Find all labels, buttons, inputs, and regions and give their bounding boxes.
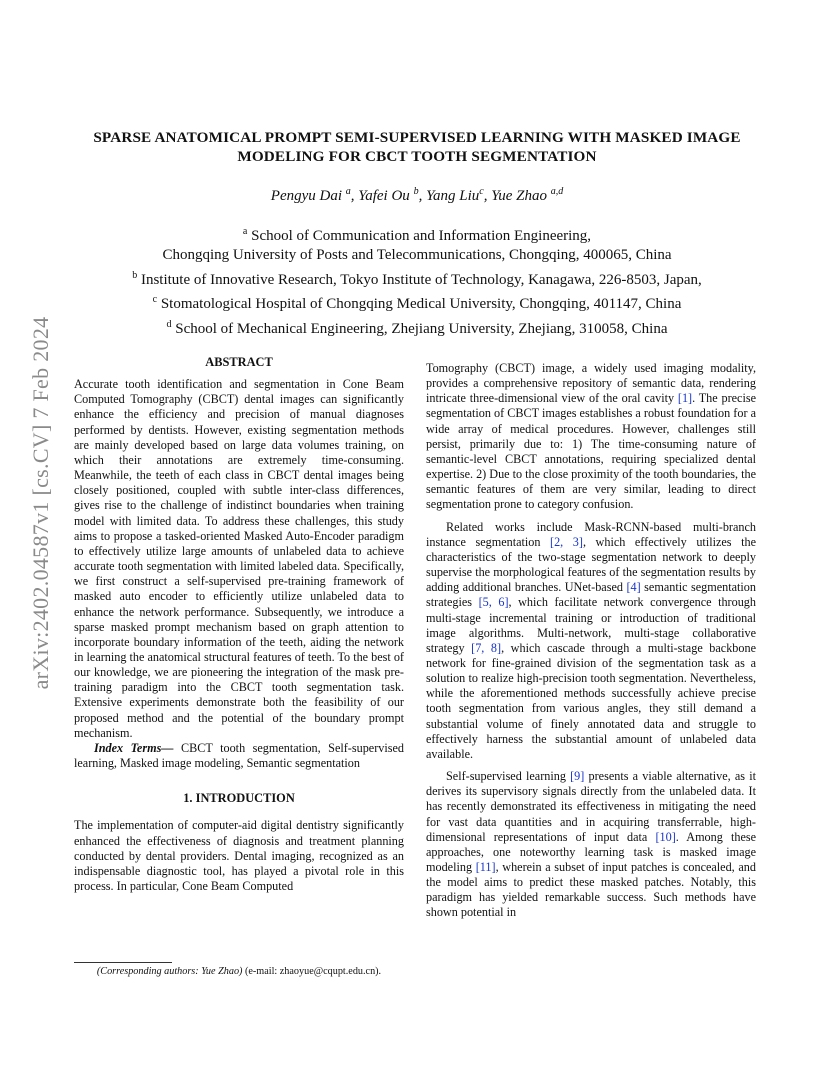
citation-link[interactable]: [1]: [677, 391, 693, 406]
right-column: [426, 361, 756, 921]
footnote-corresponding: (Corresponding authors: Yue Zhao): [96, 966, 243, 977]
title-line-2: MODELING FOR CBCT TOOTH SEGMENTATION: [237, 148, 597, 165]
index-terms-text: CBCT tooth segmentation, Self-supervised learning, Masked image modeling, Semantic segmentation: [74, 740, 404, 771]
paragraph-related-works: Related works include Mask-RCNN-based multi-branch instance segmentation [2, 3], which effectively utilizes the characteristics of the two-stage segmentation network to deeply supervise the morphological features of the segmentation results by adding additional branches. UNet-based [4] semantic segmentation strategies [5, 6], which facilitate network convergence through multi-stage incremental training or introduction of traditional image algorithms. Multi-network, multi-stage collaborative strategy [7, 8], which cascade through a multi-stage backbone network for fine-grained division of the segmentation task as a solution to realize high-precision tooth segmentation. Nevertheless, while the aforementioned methods successfully achieve precise tooth segmentation from various angles, they still demand a substantial volume of finely annotated data and struggle to effectively harness the substantial amount of unlabeled data available.: [426, 519, 756, 761]
title-line-1: SPARSE ANATOMICAL PROMPT SEMI-SUPERVISED LEARNING WITH MASKED IMAGE: [93, 129, 741, 146]
citation-link[interactable]: [11]: [475, 860, 496, 874]
left-column: [74, 355, 404, 894]
arxiv-identifier-margin: [16, 295, 53, 715]
citation-link[interactable]: [5, 6]: [478, 595, 509, 610]
author-list: Pengyu Dai $^a$, Yafei Ou $^b$, Yang Liu$^c$, Yue Zhao $^{a,d}$: [270, 186, 564, 204]
intro-heading: 1. INTRODUCTION: [183, 791, 295, 806]
affiliation-line: Chongqing University of Posts and Telecommunications, Chongqing, 400065, China: [162, 247, 672, 264]
paragraph-cbct-challenges: Tomography (CBCT) image, a widely used imaging modality, provides a comprehensive repository of semantic data, rendering intricate three-dimensional view of the oral cavity [1]. The precise segmentation of CBCT images establishes a robust foundation for a wide array of medical procedures. However, challenges still persist, primarily due to: 1) The time-consuming nature of semantic-level CBCT annotations, requiring specialized dental expertise. 2) Due to the close proximity of the tooth boundaries, the semantic features of them are very similar, leading to direct segmentation prone to category confusion.: [426, 361, 756, 512]
affiliation-list: [70, 222, 764, 339]
arxiv-identifier: arXiv:2402.04587v1 [cs.CV] 7 Feb 2024: [28, 316, 53, 690]
index-terms: [74, 741, 404, 771]
paragraph-self-supervised: Self-supervised learning [9] presents a viable alternative, as it derives its supervisory signals directly from the unlabeled data. It has recently demonstrated its effectiveness in mitigating the need for vast data quantities and in acquiring transferrable, high-dimensional representations of input data [10]. Among these approaches, one noteworthy learning task is masked image modeling [11], wherein a subset of input patches is concealed, and the model aims to predict these masked patches. Notably, this paradigm has yielded remarkable success. Such methods have shown potential in: [426, 769, 757, 920]
footnote-email: (e-mail: zhaoyue@cqupt.edu.cn).: [242, 966, 382, 977]
citation-link[interactable]: [4]: [626, 580, 641, 595]
citation-link[interactable]: [2, 3]: [550, 534, 583, 549]
affiliation-line: $^b$ Institute of Innovative Research, Tokyo Institute of Technology, Kanagawa, 226-8503, Japan,: [132, 269, 702, 288]
citation-link[interactable]: [10]: [655, 829, 676, 844]
affiliation-line: $^d$ School of Mechanical Engineering, Zhejiang University, Zhejiang, 310058, China: [166, 318, 668, 337]
index-terms-label: Index Terms—: [94, 740, 174, 755]
author: Yang Liu$^c$: [426, 186, 484, 204]
footnote: [74, 966, 404, 977]
paper-title: [70, 128, 764, 166]
abstract-text: Accurate tooth identification and segmentation in Cone Beam Computed Tomography (CBCT) dental images can significantly enhance the efficiency and precision of manual diagnoses performed by dentists. However, existing segmentation methods are mainly developed based on large data volumes training, on which their annotations are extremely time-consuming. Meanwhile, the teeth of each class in CBCT dental images being closely positioned, coupled with subtle inter-class differences, gives rise to the challenge of indistinct boundaries when training model with limited data. To address these challenges, this study aims to propose a tasked-oriented Masked Auto-Encoder paradigm to effectively utilize large amounts of unlabeled data to achieve accurate tooth segmentation with limited labeled data. Specifically, we first construct a self-supervised pre-training framework of masked auto encoder to efficiently utilize unlabeled data to enhance the network performance. Subsequently, we introduce a sparse masked prompt mechanism based on graph attention to incorporate boundary information of the teeth, aiding the network in learning the anatomical structural features of teeth. To the best of our knowledge, we are pioneering the integration of the mask pre-training paradigm into the CBCT tooth segmentation task. Extensive experiments demonstrate both the feasibility of our proposed method and the potential of the boundary prompt mechanism.: [74, 377, 404, 740]
affiliation-line: $^a$ School of Communication and Information Engineering,: [242, 226, 592, 244]
author: Pengyu Dai $^a$: [270, 186, 351, 204]
author: Yafei Ou $^b$: [358, 186, 419, 204]
intro-paragraph: The implementation of computer-aid digital dentistry significantly enhanced the effectiveness of diagnosis and treatment planning conducted by dental providers. Dental imaging, recognized as an indispensable diagnostic tool, has played a pivotal role in this process. In particular, Cone Beam Computed: [74, 818, 404, 893]
citation-link[interactable]: [7, 8]: [471, 640, 502, 655]
affiliation-line: $^c$ Stomatological Hospital of Chongqing Medical University, Chongqing, 401147, China: [152, 294, 682, 313]
footnote-divider: [74, 962, 172, 963]
citation-link[interactable]: [9]: [570, 769, 585, 784]
abstract-heading: ABSTRACT: [205, 355, 273, 369]
author: Yue Zhao $^{a,d}$: [491, 186, 564, 204]
